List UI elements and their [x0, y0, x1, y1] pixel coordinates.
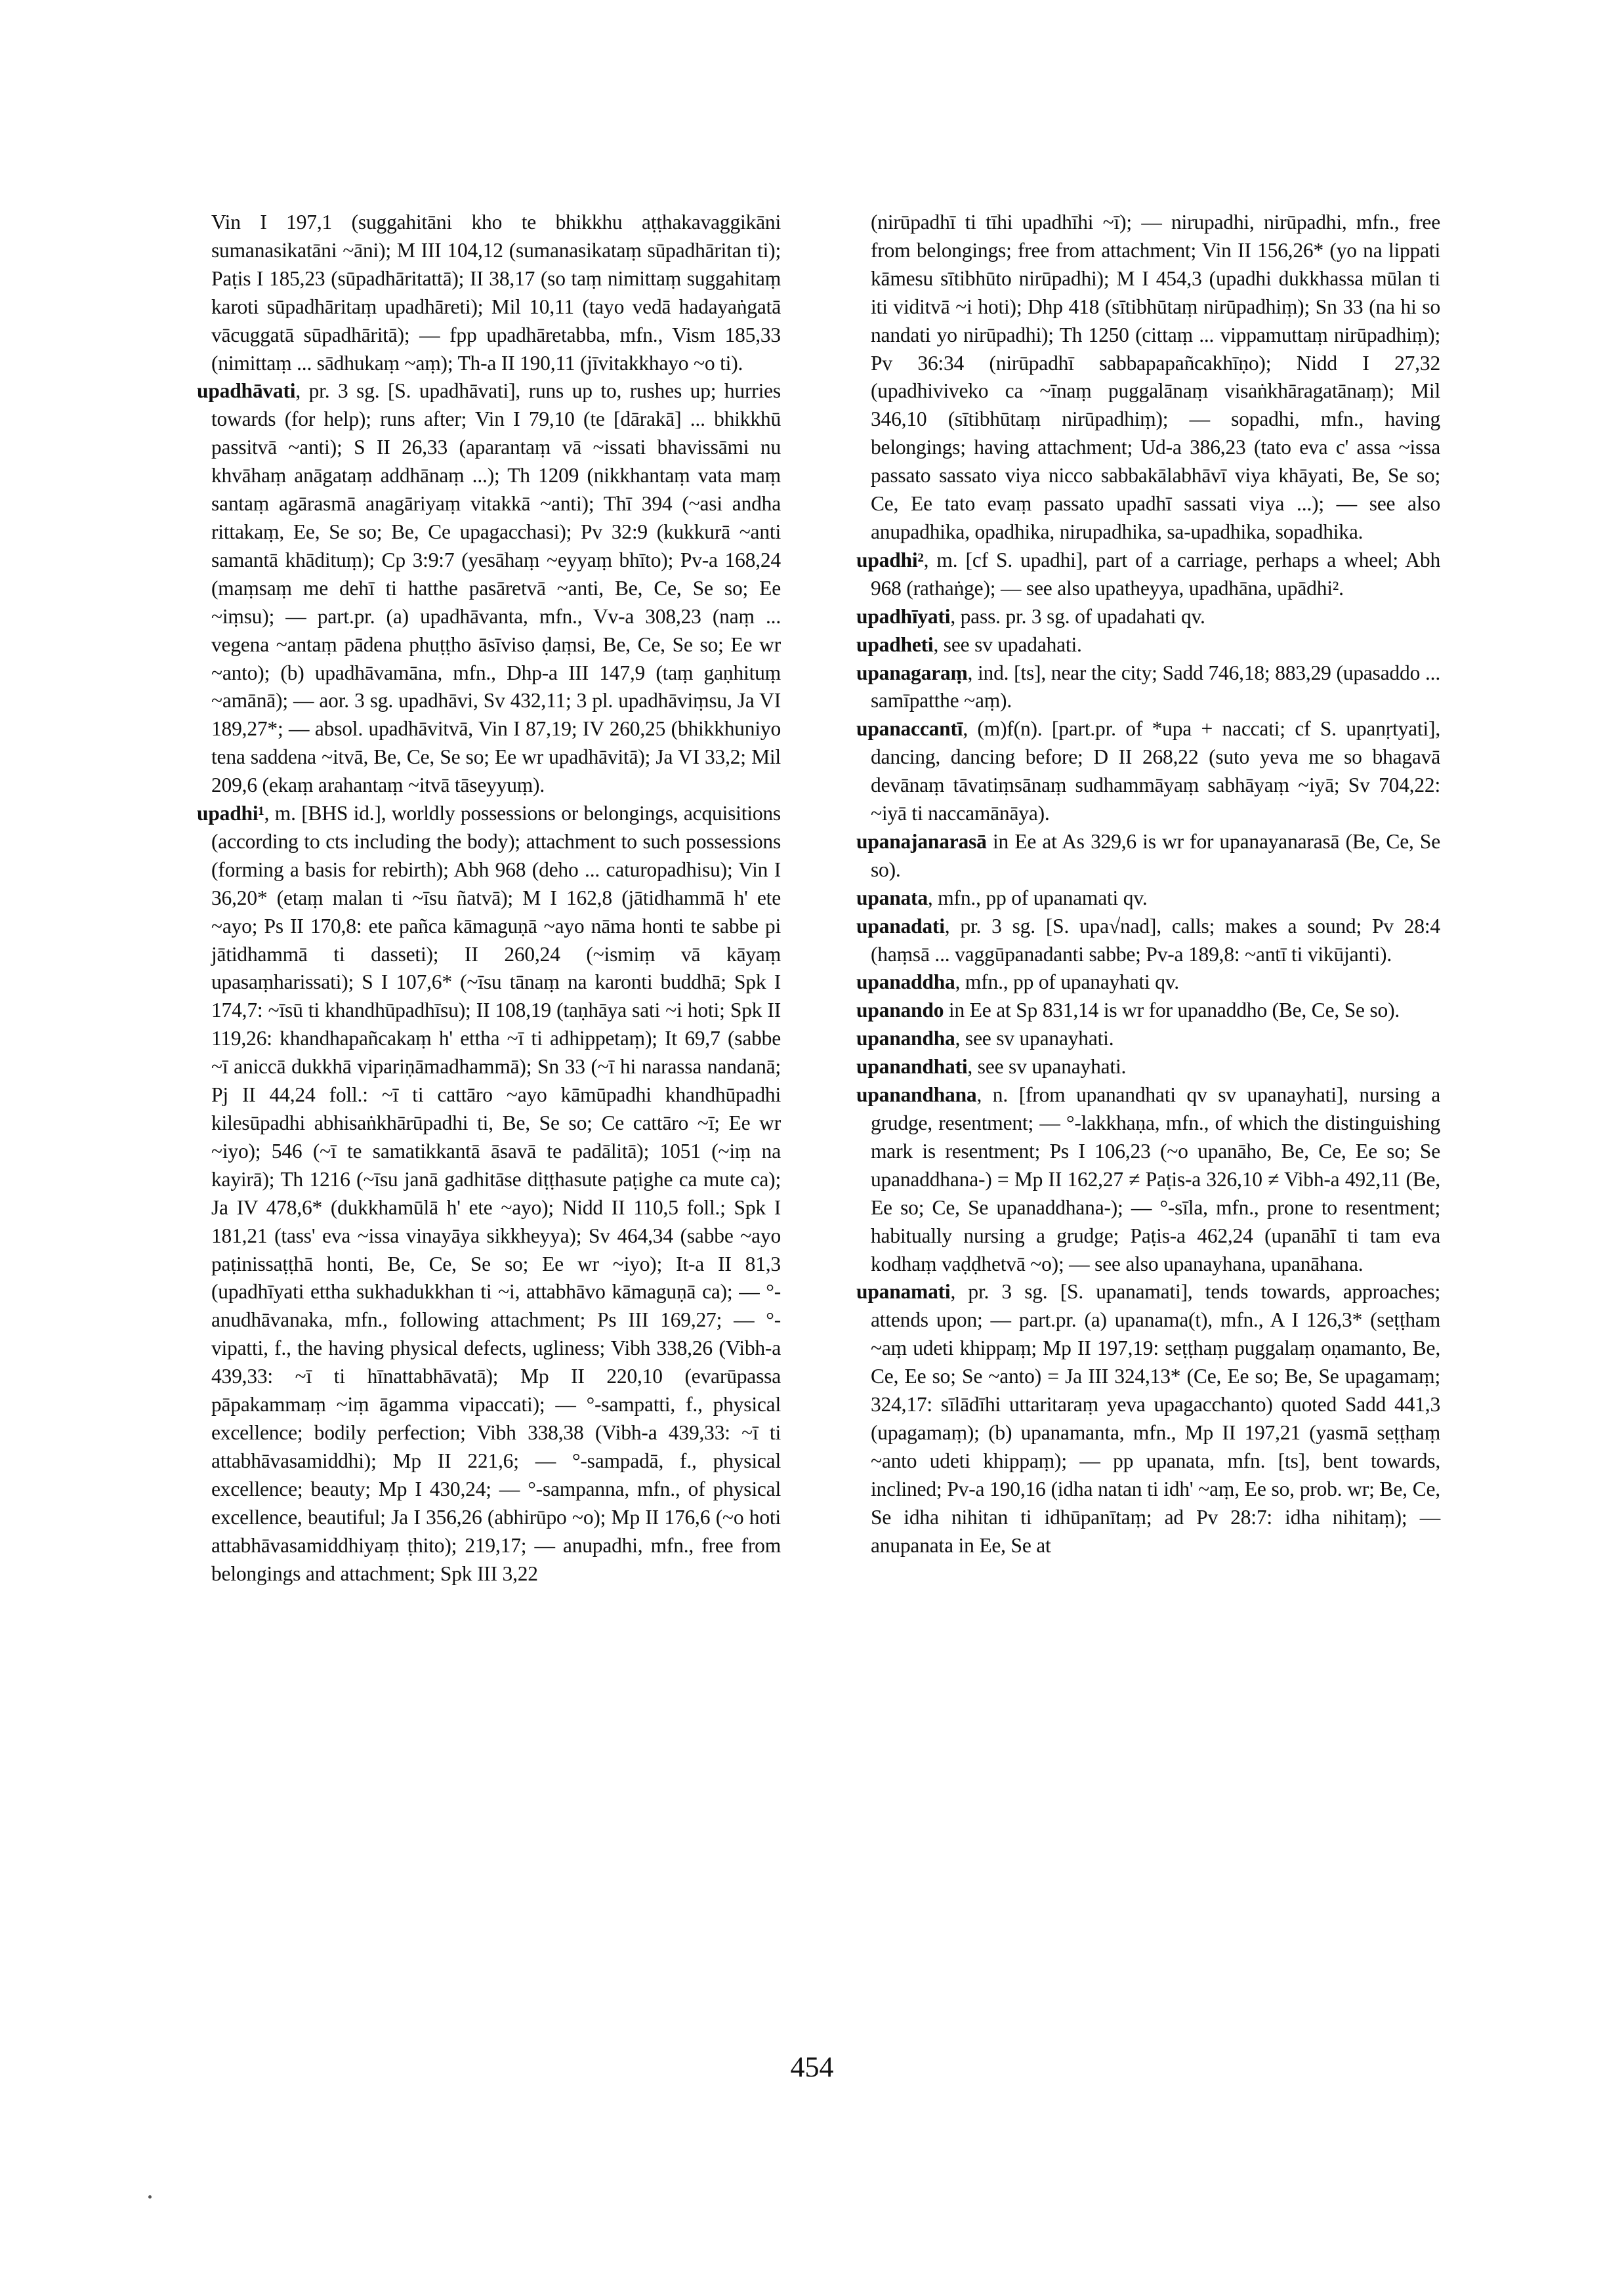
headword: upanagaraṃ [856, 661, 968, 684]
entry-upadhavati [197, 377, 781, 800]
headword: upanajanarasā [856, 829, 987, 853]
headword: upadhi² [856, 548, 924, 571]
entry-continuation-upadhareti [197, 209, 781, 377]
entry-text: Vin I 197,1 (suggahitāni kho te bhikkhu aṭṭhakavaggikāni sumanasikatāni ~āni); M III 104,12 (sumanasikataṃ sūpadhāritan ti); Paṭis I 185,23 (sūpadhāritattā); II 38,17 (so taṃ nimittaṃ suggahitaṃ karoti sūpadhāritaṃ upadhāreti); Mil 10,11 (tayo vedā hadayaṅgatā vācuggatā sūpadhāritā); — fpp upadhāretabba, mfn., Vism 185,33 (nimittaṃ ... sādhukaṃ ~aṃ); Th-a II 190,11 (jīvitakkhayo ~o ti). [211, 211, 781, 375]
entry-text: , m. [BHS id.], worldly possessions or belongings, acquisitions (according to cts including the body); attachment to such possessions (forming a basis for rebirth); Abh 968 (deho ... caturopadhisu); Vin I 36,20* (etaṃ malan ti ~īsu ñatvā); M I 162,8 (jātidhammā h' ete ~ayo; Ps II 170,8: ete pañca kāmaguṇā ~ayo nāma honti te sabbe pi jātidhammā ti dasseti); II 260,24 (~ismiṃ vā kāyaṃ upasaṃharissati); S I 107,6* (~īsu tānaṃ na karonti buddhā; Spk I 174,7: ~īsū ti khandhūpadhīsu); II 108,19 (taṇhāya sati ~i hoti; Spk II 119,26: khandhapañcakaṃ h' ettha ~ī ti adhippetaṃ); It 69,7 (sabbe ~ī aniccā dukkhā vipariṇāmadhammā); Sn 33 (~ī hi narassa nandanā; Pj II 44,24 foll.: ~ī ti cattāro ~ayo kāmūpadhi khandhūpadhi kilesūpadhi abhisaṅkhārūpadhi ti, Be, Se so; Ce cattāro ~ī; Ee wr ~iyo); 546 (~ī te samatikkantā āsavā te padālitā); 1051 (~iṃ na kayirā); Th 1216 (~īsu janā gadhitāse diṭṭhasute paṭighe ca mute ca); Ja IV 478,6* (dukkhamūlā h' ete ~ayo); Nidd II 110,5 foll.; Spk I 181,21 (tass' eva ~issa vinayāya sikkheyya); Sv 464,34 (sabbe ~ayo paṭinissaṭṭhā honti, Be, Ce, Se so; Ee wr ~iyo); It-a II 81,3 (upadhīyati ettha sukhadukkhan ti ~i, attabhāvo kāmaguṇā ca); — °-anudhāvanaka, mfn., following attachment; Ps III 169,27; — °-vipatti, f., the having physical defects, ugliness; Vibh 338,26 (Vibh-a 439,33: ~ī ti hīnattabhāvatā); Mp II 220,10 (evarūpassa pāpakammaṃ ~iṃ āgamma vipaccati); — °-sampatti, f., physical excellence; bodily perfection; Vibh 338,38 (Vibh-a 439,33: ~ī ti attabhāvasamiddhi); Mp II 221,6; — °-sampadā, f., physical excellence; beauty; Mp I 430,24; — °-sampanna, mfn., of physical excellence, beautiful; Ja I 356,26 (abhirūpo ~o); Mp II 176,6 (~o hoti attabhāvasamiddhiyaṃ ṭhito); 219,17; — anupadhi, mfn., free from belongings and attachment; Spk III 3,22 [211, 802, 781, 1585]
entry-upanaccanti [856, 715, 1440, 828]
headword: upanamati [856, 1280, 951, 1304]
headword: upanaccantī [856, 717, 963, 741]
entry-text: , see sv upanayhati. [967, 1055, 1127, 1079]
entry-continuation-upadhi-1 [856, 209, 1440, 547]
headword: upanata [856, 886, 928, 909]
page-number: 454 [790, 2051, 834, 2083]
entry-upanandhana [856, 1081, 1440, 1278]
headword: upadhāvati [197, 379, 296, 403]
entry-text: , m. [cf S. upadhi], part of a carriage, perhaps a wheel; Abh 968 (rathaṅge); — see also upatheyya, upadhāna, upādhi². [871, 548, 1440, 600]
entry-text: , pass. pr. 3 sg. of upadahati qv. [950, 604, 1205, 628]
entry-upanandhati [856, 1053, 1440, 1081]
entry-upadhi-2 [856, 547, 1440, 603]
entry-text: , see sv upadahati. [933, 632, 1082, 656]
entry-text: , (m)f(n). [part.pr. of *upa + naccati; cf S. upanṛtyati], dancing, dancing before; D II 268,22 (suto yeva me so bhagavā devānaṃ tāvatiṃsānaṃ sudhammāyaṃ sabhāyaṃ ~iyā; Sv 704,22: ~iyā ti naccamānāya). [871, 717, 1440, 825]
entry-text: in Ee at Sp 831,14 is wr for upanaddho (Be, Ce, Se so). [944, 999, 1400, 1022]
entry-upadhi-1 [197, 800, 781, 1588]
entry-upanata [856, 884, 1440, 913]
entry-text: in Ee at As 329,6 is wr for upanayanarasā (Be, Ce, Se so). [871, 829, 1440, 881]
entry-text: , pr. 3 sg. [S. upadhāvati], runs up to, rushes up; hurries towards (for help); runs after; Vin I 79,10 (te [dārakā] ... bhikkhū passitvā ~anti); S II 26,33 (aparantaṃ vā ~issati bhavissāmi nu khvāhaṃ anāgataṃ addhānaṃ ...); Th 1209 (nikkhantaṃ vata maṃ santaṃ agārasmā anagāriyaṃ vitakkā ~anti); Thī 394 (~asi andha rittakaṃ, Ee, Se so; Be, Ce upagacchasi); Pv 32:9 (kukkurā ~anti samantā khādituṃ); Cp 3:9:7 (yesāhaṃ ~eyyaṃ bhīto); Pv-a 168,24 (maṃsaṃ me dehī ti hatthe pasāretvā ~anti, Be, Ce, Se so; Ee ~iṃsu); — part.pr. (a) upadhāvanta, mfn., Vv-a 308,23 (naṃ ... vegena ~antaṃ pādena phuṭṭho āsīviso ḍaṃsi, Be, Ce, Se so; Ee wr ~anto); (b) upadhāvamāna, mfn., Dhp-a III 147,9 (taṃ gaṇhituṃ ~amānā); — aor. 3 sg. upadhāvi, Sv 432,11; 3 pl. upadhāviṃsu, Ja VI 189,27*; — absol. upadhāvitvā, Vin I 87,19; IV 260,25 (bhikkhuniyo tena saddena ~itvā, Be, Ce, Se so; Ee wr upadhāvitā); Ja VI 33,2; Mil 209,6 (ekaṃ arahantaṃ ~itvā tāseyyuṃ). [211, 379, 781, 797]
headword: upanandha [856, 1027, 955, 1050]
entry-upadheti [856, 631, 1440, 659]
entry-text: , pr. 3 sg. [S. upa√nad], calls; makes a sound; Pv 28:4 (haṃsā ... vaggūpanadanti sabbe; Pv-a 189,8: ~antī ti vikūjanti). [871, 914, 1440, 966]
headword: upadheti [856, 632, 934, 656]
entry-upanando [856, 997, 1440, 1025]
entry-upadhiyati [856, 603, 1440, 631]
headword: upanadati [856, 914, 945, 938]
entry-upanaddha [856, 968, 1440, 997]
headword: upanandhati [856, 1055, 968, 1079]
headword: upanandhana [856, 1083, 977, 1107]
entry-upanagaram [856, 659, 1440, 716]
right-column [856, 209, 1440, 1560]
left-column [197, 209, 781, 1588]
entry-upanajanarasa [856, 828, 1440, 884]
headword: upadhīyati [856, 604, 951, 628]
entry-text: , mfn., pp of upanamati qv. [927, 886, 1148, 909]
entry-text: (nirūpadhī ti tīhi upadhīhi ~ī); — nirupadhi, nirūpadhi, mfn., free from belongings; free from attachment; Vin II 156,26* (yo na lippati kāmesu sītibhūto nirūpadhi); M I 454,3 (upadhi dukkhassa mūlan ti iti viditvā ~i hoti); Dhp 418 (sītibhūtaṃ nirūpadhiṃ); Sn 33 (na hi so nandati yo nirūpadhi); Th 1250 (cittaṃ ... vippamuttaṃ nirūpadhiṃ); Pv 36:34 (nirūpadhī sabbapapañcakhīṇo); Nidd I 27,32 (upadhiviveko ca ~īnaṃ puggalānaṃ visaṅkhāragatānaṃ); Mil 346,10 (sītibhūtaṃ nirūpadhiṃ); — sopadhi, mfn., having belongings; having attachment; Ud-a 386,23 (tato eva c' assa ~issa passato sassato viya nicco sabbakālabhāvī viya khāyati, Be, Se so; Ce, Ee tato evaṃ passato upadhī sassati viya ...); — see also anupadhika, opadhika, nirupadhika, sa-upadhika, sopadhika. [871, 211, 1440, 543]
entry-text: , n. [from upanandhati qv sv upanayhati], nursing a grudge, resentment; — °-lakkhaṇa, mfn., of which the distinguishing mark is resentment; Ps I 106,23 (~o upanāho, Be, Ce, Ee so; Se upanaddhana-) = Mp II 162,27 ≠ Paṭis-a 326,10 ≠ Vibh-a 492,11 (Be, Ee so; Ce, Se upanaddhana-); — °-sīla, mfn., prone to resentment; habitually nursing a grudge; Paṭis-a 462,24 (upanāhī ti tam eva kodhaṃ vaḍḍhetvā ~o); — see also upanayhana, upanāhana. [871, 1083, 1440, 1275]
entry-upanandha [856, 1025, 1440, 1053]
headword: upanando [856, 999, 944, 1022]
headword: upanaddha [856, 970, 955, 994]
entry-upanadati [856, 913, 1440, 969]
entry-text: , see sv upanayhati. [955, 1027, 1114, 1050]
entry-text: , pr. 3 sg. [S. upanamati], tends towards, approaches; attends upon; — part.pr. (a) upanama(t), mfn., A I 126,3* (seṭṭham ~aṃ udeti khippaṃ; Mp II 197,19: seṭṭhaṃ puggalaṃ oṇamanto, Be, Ce, Ee so; Se ~anto) = Ja III 324,13* (Ce, Ee so; Be, Se upagamaṃ; 324,17: sīlādīhi uttaritaraṃ yeva upagacchanto) quoted Sadd 441,3 (upagamaṃ); (b) upanamanta, mfn., Mp II 197,21 (yasmā seṭṭhaṃ ~anto udeti khippaṃ); — pp upanata, mfn. [ts], bent towards, inclined; Pv-a 190,16 (idha natan ti idh' ~aṃ, Ee so, prob. wr; Be, Ce, Se idha nihitan ti idhūpanītaṃ; ad Pv 28:7: idha nihitaṃ); — anupanata in Ee, Se at [871, 1280, 1440, 1557]
entry-text: , ind. [ts], near the city; Sadd 746,18; 883,29 (upasaddo ... samīpatthe ~aṃ). [871, 661, 1440, 713]
scan-speck [148, 2195, 152, 2199]
headword: upadhi¹ [197, 802, 264, 825]
entry-upanamati [856, 1278, 1440, 1560]
entry-text: , mfn., pp of upanayhati qv. [955, 970, 1179, 994]
